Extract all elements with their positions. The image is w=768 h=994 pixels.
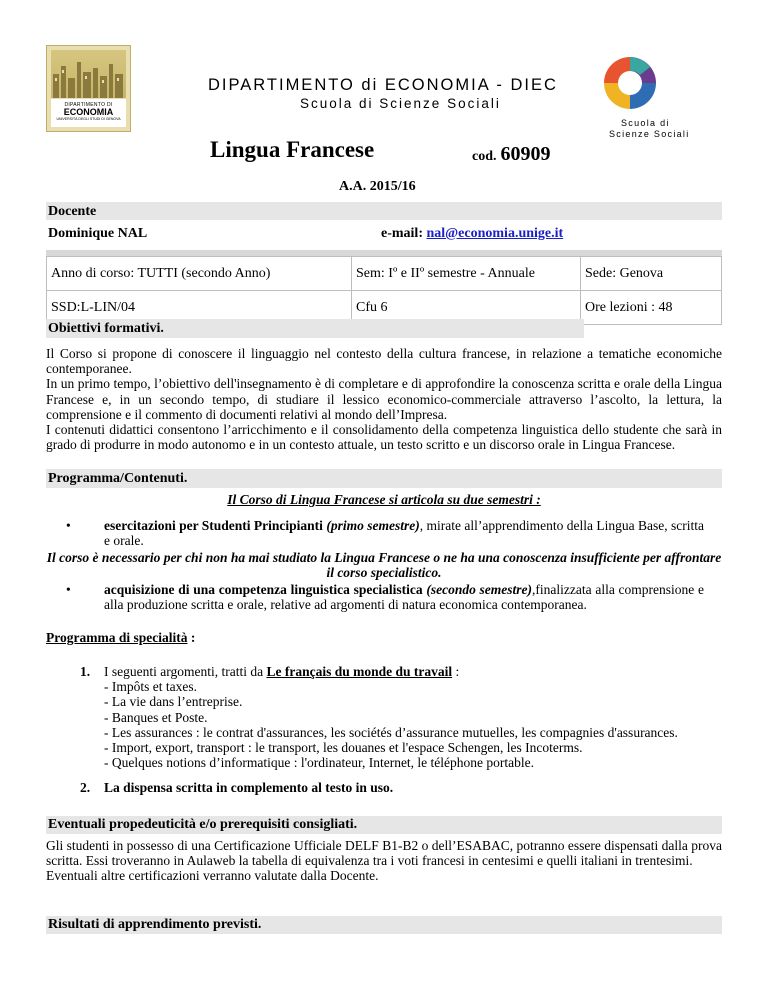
- programma-bullet-2: [104, 582, 704, 612]
- topic-item: - La vie dans l’entreprise.: [104, 694, 243, 710]
- propedeuticita-section-label: Eventuali propedeuticità e/o prerequisiti consigliati.: [48, 817, 358, 832]
- programma-heading: Il Corso di Lingua Francese si articola su due semestri :: [227, 492, 541, 507]
- bullet-icon: •: [66, 582, 71, 597]
- topic-item: - Les assurances : le contrat d'assurances, les sociétés d’assurance mutuelles, les compagnies d'assurances.: [104, 724, 678, 740]
- item-1-suffix: :: [452, 664, 460, 679]
- department-subtitle: Scuola di Scienze Sociali: [300, 96, 501, 111]
- item-1-intro: I seguenti argomenti, tratti da: [104, 664, 267, 679]
- topic-item: - Impôts et taxes.: [104, 679, 197, 695]
- obiettivi-text: [46, 346, 722, 452]
- school-logo-line-2: Scienze Sociali: [609, 129, 690, 139]
- programma-bullet-1: [104, 518, 704, 548]
- table-cell: Sem: Iº e IIº semestre - Annuale: [352, 257, 581, 291]
- bullet-1-italic: (primo semestre): [326, 518, 420, 533]
- course-code-number: 60909: [500, 143, 551, 165]
- obiettivi-paragraph-2: In un primo tempo, l’obiettivo dell'insegnamento è di completare e di approfondire la conoscenza scritta e orale della Lingua Francese e, in un secondo tempo, di studiare il lessico economico-commerciale attraverso l’ascolto, la lettura, la comprensione e il commento di documenti relativi al mondo dell’Impresa.: [46, 376, 722, 422]
- topic-item: - Quelques notions d’informatique : l'ordinateur, Internet, le téléphone portable.: [104, 755, 535, 771]
- teacher-email: [381, 226, 563, 242]
- school-logo-text: [609, 118, 701, 140]
- topic-item: - Import, export, transport : le transport, les douanes et l'espace Schengen, les Incoterms.: [104, 740, 583, 756]
- email-label: e-mail:: [381, 226, 423, 241]
- school-logo-line-1: Scuola di: [621, 118, 670, 128]
- obiettivi-section-label: Obiettivi formativi.: [48, 321, 164, 336]
- programma-section-label: Programma/Contenuti.: [48, 471, 188, 486]
- specialita-label: [46, 630, 195, 646]
- programma-note: Il corso è necessario per chi non ha mai studiato la Lingua Francese o ne ha una conoscenza insufficiente per affrontare il corso specialistico.: [46, 550, 722, 581]
- obiettivi-paragraph-3: I contenuti didattici consentono l’arricchimento e il consolidamento della competenza linguistica dello studente che sarà in grado di produrre in modo autonomo e in un contesto attuale, un testo scritto e un discorso orale in Lingua Francese.: [46, 422, 722, 453]
- specialita-label-text: Programma di specialità: [46, 630, 188, 645]
- propedeuticita-paragraph-2: Eventuali altre certificazioni verranno valutate dalla Docente.: [46, 868, 379, 884]
- bullet-2-bold: acquisizione di una competenza linguistica specialistica: [104, 582, 423, 597]
- course-info-table: [46, 250, 722, 325]
- course-code-label: cod.: [472, 149, 497, 164]
- logo-line-3: UNIVERSITÀ DEGLI STUDI DI GENOVA: [56, 117, 121, 121]
- course-title: Lingua Francese: [210, 137, 375, 162]
- table-cell: SSD:L-LIN/04: [47, 291, 352, 325]
- academic-year: A.A. 2015/16: [339, 179, 416, 194]
- teacher-name: Dominique NAL: [48, 226, 148, 241]
- bullet-2-rest: ,finalizzata alla comprensione e alla produzione scritta e orale, relative ad argomenti di natura economica contemporanea.: [104, 582, 704, 613]
- specialita-label-suffix: :: [187, 630, 196, 645]
- email-link[interactable]: nal@economia.unige.it: [426, 226, 564, 241]
- item-1-intro-line: [104, 664, 704, 679]
- department-title: DIPARTIMENTO di ECONOMIA - DIEC: [208, 76, 558, 94]
- item-2-number: 2.: [80, 780, 91, 795]
- table-cell: Ore lezioni : 48: [581, 291, 722, 325]
- item-1-number: 1.: [80, 664, 91, 679]
- specialita-item-1: [104, 664, 704, 770]
- bullet-icon: •: [66, 518, 71, 533]
- docente-section-bar: [46, 202, 722, 220]
- table-cell: Anno di corso: TUTTI (secondo Anno): [47, 257, 352, 291]
- propedeuticita-text: [46, 838, 722, 884]
- course-code: [472, 143, 551, 166]
- table-row: [47, 257, 722, 291]
- department-logo: [46, 45, 131, 132]
- obiettivi-paragraph: Il Corso si propone di conoscere il linguaggio nel contesto della cultura francese, in relazione a tematiche economiche contemporanee.: [46, 346, 722, 377]
- propedeuticita-paragraph: Gli studenti in possesso di una Certificazione Ufficiale DELF B1-B2 o dell’ESABAC, potranno essere dispensati dalla prova scritta. Essi troveranno in Aulaweb la tabella di equivalenza tra i voti francesi in centesimi e quelli italiani in trentesimi.: [46, 838, 722, 869]
- table-cell: Sede: Genova: [581, 257, 722, 291]
- bullet-1-rest: , mirate all’apprendimento della Lingua Base, scritta e orale.: [104, 518, 704, 549]
- bullet-2-italic: (secondo semestre): [426, 582, 533, 597]
- risultati-section-label: Risultati di apprendimento previsti.: [48, 917, 262, 932]
- table-cell: Cfu 6: [352, 291, 581, 325]
- specialita-item-2: La dispensa scritta in complemento al testo in uso.: [104, 780, 394, 795]
- topic-item: - Banques et Poste.: [104, 709, 208, 725]
- item-1-book: Le français du monde du travail: [266, 664, 453, 679]
- city-skyline-icon: [51, 56, 126, 98]
- docente-section-label: Docente: [48, 204, 97, 219]
- logo-line-2: ECONOMIA: [63, 107, 114, 117]
- logo-line-1: DIPARTIMENTO DI: [64, 102, 113, 108]
- school-logo-icon: [598, 51, 662, 115]
- bullet-1-bold: esercitazioni per Studenti Principianti: [104, 518, 323, 533]
